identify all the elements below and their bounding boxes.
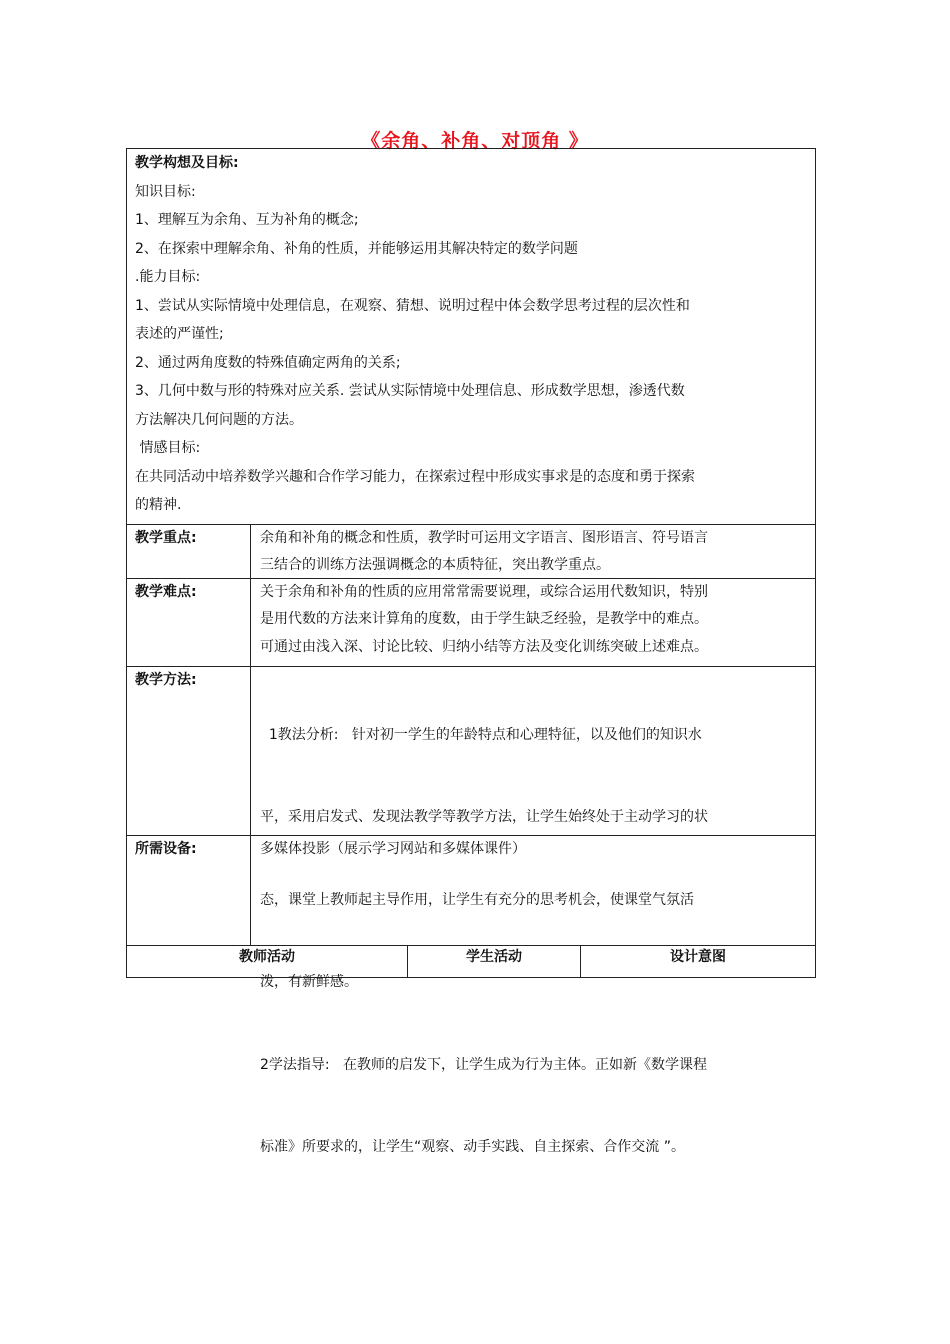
activity-header-row — [127, 946, 815, 977]
goals-heading: 教学构想及目标: — [135, 155, 239, 171]
goals-section — [127, 149, 815, 525]
equipment-row — [127, 836, 815, 946]
key-points-label: 教学重点: — [127, 525, 251, 578]
goals-line: .能力目标: — [135, 269, 201, 285]
goals-line: 的精神. — [135, 497, 182, 513]
difficulties-line: 是用代数的方法来计算角的度数，由于学生缺乏经验，是教学中的难点。 — [260, 611, 708, 627]
document-title: 《余角、补角、对顶角 》 — [361, 130, 589, 152]
goals-line: 知识目标: — [135, 183, 196, 200]
goals-line: 表述的严谨性; — [135, 326, 224, 342]
lesson-plan-table — [126, 148, 816, 1155]
difficulties-text — [251, 579, 815, 666]
equipment-label: 所需设备: — [127, 836, 251, 945]
goals-line: 1、尝试从实际情境中处理信息，在观察、猜想、说明过程中体会数学思考过程的层次性和 — [135, 297, 690, 314]
teacher-activity-header: 教师活动 — [127, 946, 408, 977]
methods-line: 态，课堂上教师起主导作用，让学生有充分的思考机会，使课堂气氛活 — [260, 891, 694, 908]
goals-line: 3、几何中数与形的特殊对应关系. 尝试从实际情境中处理信息、形成数学思想，渗透代数 — [135, 383, 685, 399]
key-points-row — [127, 525, 815, 579]
methods-label: 教学方法: — [127, 667, 251, 835]
difficulties-row — [127, 579, 815, 667]
goals-line: 1、理解互为余角、互为补角的概念; — [135, 212, 359, 228]
key-points-text — [251, 525, 815, 578]
goals-line: 情感目标: — [135, 440, 201, 456]
equipment-text — [251, 836, 815, 945]
equipment-line: 多媒体投影（展示学习网站和多媒体课件） — [260, 840, 526, 857]
difficulties-line: 关于余角和补角的性质的应用常常需要说理，或综合运用代数知识，特别 — [260, 583, 708, 600]
goals-line: 在共同活动中培养数学兴趣和合作学习能力，在探索过程中形成实事求是的态度和勇于探索 — [135, 468, 695, 485]
difficulties-label: 教学难点: — [127, 579, 251, 666]
difficulties-line: 可通过由浅入深、讨论比较、归纳小结等方法及变化训练突破上述难点。 — [260, 638, 708, 655]
goals-line: 2、通过两角度数的特殊值确定两角的关系; — [135, 354, 401, 371]
methods-line: 1教法分析: 针对初一学生的年龄特点和心理特征，以及他们的知识水 — [260, 726, 702, 743]
methods-line: 2学法指导: 在教师的启发下，让学生成为行为主体。正如新《数学课程 — [260, 1056, 707, 1073]
key-points-line: 余角和补角的概念和性质，教学时可运用文字语言、图形语言、符号语言 — [260, 529, 708, 546]
key-points-line: 三结合的训练方法强调概念的本质特征，突出教学重点。 — [260, 557, 610, 573]
goals-line: 2、在探索中理解余角、补角的性质，并能够运用其解决特定的数学问题 — [135, 240, 578, 257]
goals-line: 方法解决几何问题的方法。 — [135, 411, 303, 428]
methods-line: 标准》所要求的，让学生“观察、动手实践、自主探索、合作交流 ”。 — [260, 1139, 685, 1155]
design-intent-header: 设计意图 — [670, 948, 726, 965]
methods-line: 平，采用启发式、发现法教学等教学方法，让学生始终处于主动学习的状 — [260, 809, 708, 825]
student-activity-header: 学生活动 — [408, 946, 581, 977]
methods-line: 泼，有新鲜感。 — [260, 974, 358, 990]
